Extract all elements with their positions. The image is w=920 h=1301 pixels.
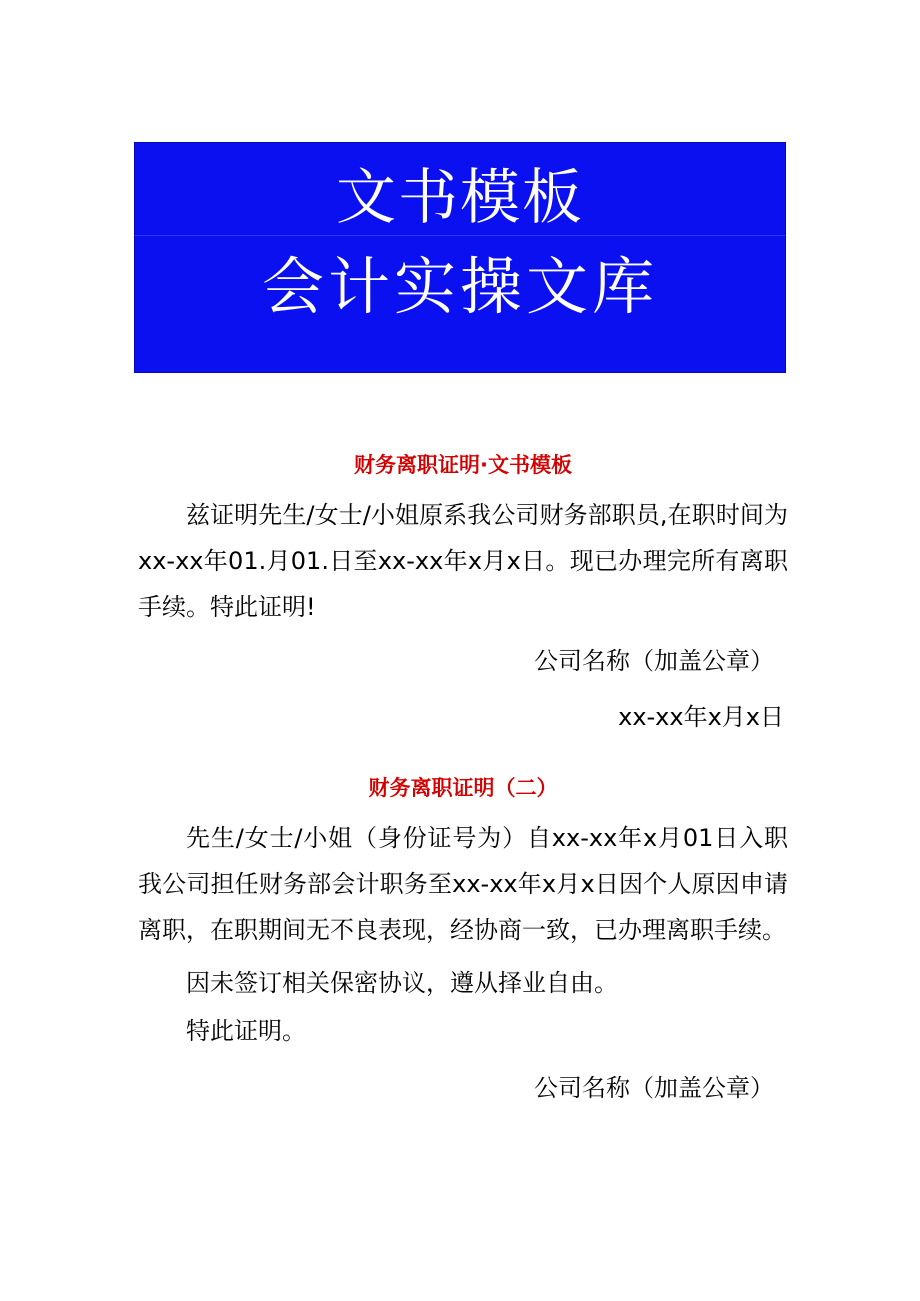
section2-line2: 因未签订相关保密协议，遵从择业自由。 [186,969,618,997]
banner-title-line2: 会计实操文库 [261,250,658,323]
section2-signature: 公司名称（加盖公章） [534,1074,774,1102]
banner-title-line1: 文书模板 [336,163,584,233]
title-banner [134,142,786,373]
banner-divider [135,235,785,236]
section2-title: 财务离职证明（二） [368,776,558,800]
section1-date: xx-xx年x月x日 [618,703,784,731]
section2-line3: 特此证明。 [186,1017,306,1045]
section2-body: 先生/女士/小姐（身份证号为）自xx-xx年x月01日入职我公司担任财务部会计职务至xx-xx年x月x日因个人原因申请离职，在职期间无不良表现，经协商一致，已办理离职手续。 [138,824,788,944]
section1-title: 财务离职证明·文书模板 [354,453,572,477]
section1-signature: 公司名称（加盖公章） [534,647,774,675]
section1-body: 兹证明先生/女士/小姐原系我公司财务部职员,在职时间为xx-xx年01.月01.日至xx-xx年x月x日。现已办理完所有离职手续。特此证明! [138,501,788,621]
